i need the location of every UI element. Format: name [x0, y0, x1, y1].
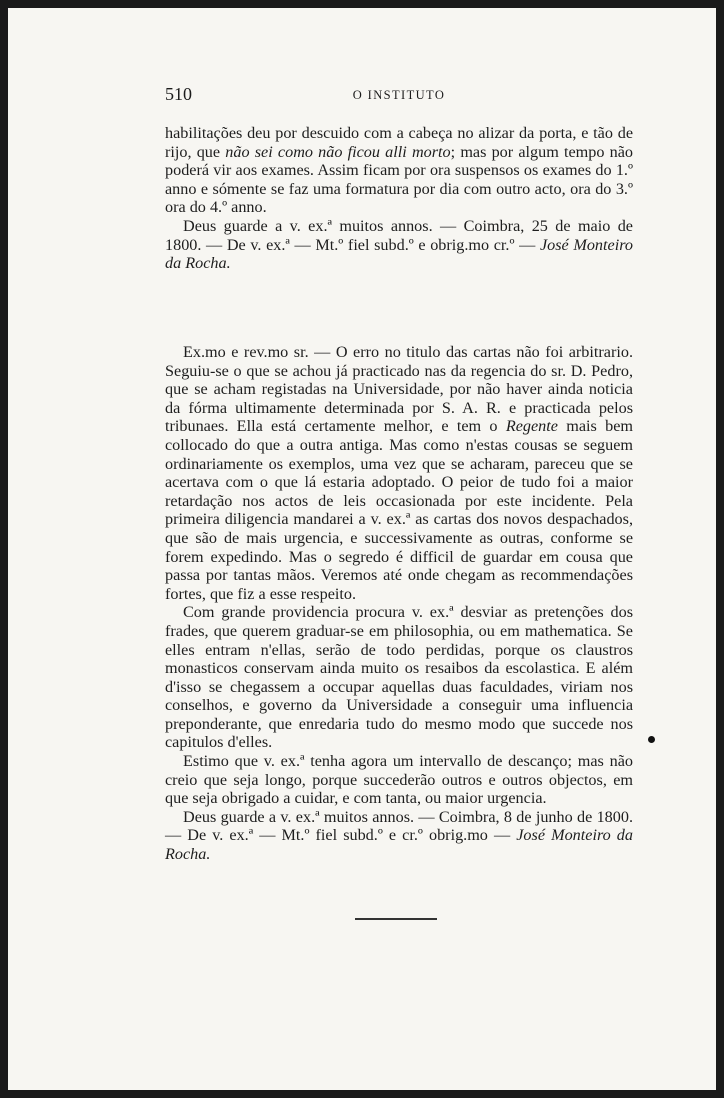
- page-number: 510: [165, 84, 192, 104]
- paragraph: [165, 343, 633, 603]
- paragraph: Com grande providencia procura v. ex.ª desviar as pretenções dos frades, que querem graduar-se em philosophia, ou em mathematica. Se elles entram n'ellas, serão de todo perdidas, porque os claustros monasticos conservam ainda muito os resaibos da escolastica. E além d'isso se chegassem a occupar aquellas duas faculdades, viriam nos conselhos, e governo da Universidade a conseguir uma influencia preponderante, que enredaria tudo do mesmo modo que succede nos capitulos d'elles.: [165, 603, 633, 752]
- text-run: ; mas por algum tempo não poderá vir aos exames. Assim ficam por ora suspensos os exames do 1.º anno e sómente se faz uma formatura por dia com outro acto, ora do 3.º ora do 4.º anno.: [165, 142, 634, 217]
- italic-word: Regente: [505, 417, 558, 436]
- letter-june: [165, 343, 633, 864]
- running-title: O INSTITUTO: [352, 88, 446, 102]
- closing-text: Deus guarde a v. ex.ª muitos annos. — Coimbra, 25 de maio de 1800. — De v. ex.ª — Mt.º fiel subd.º e obrig.mo cr.º —: [165, 216, 633, 254]
- ink-dot: [648, 736, 655, 743]
- paragraph: Estimo que v. ex.ª tenha agora um intervallo de descanço; mas não creio que seja longo, porque succederão outros e outros objectos, em que seja obrigado a cuidar, e com tanta, ou maior urgencia.: [165, 752, 633, 808]
- text-run: mais bem collocado do que a outra antiga. Mas como n'estas cousas se seguem ordinariamente os exemplos, uma vez que se acharam, pareceu que se acertava com o que lá estaria adoptado. O peior de tudo foi a maior retardação nos actos de leis occasionada por este incidente. Pela primeira diligencia mandarei a v. ex.ª as cartas dos novos despachados, que são de mais urgencia, e successivamente as outras, conforme se forem expedindo. Mas o segredo é difficil de guardar em cousa que passa por tantas mãos. Veremos até onde chegam as recommendações fortes, que fiz a esse respeito.: [165, 417, 633, 603]
- letter-may-continuation: [165, 124, 633, 273]
- letter-closing: [165, 808, 633, 864]
- italic-phrase: não sei como não ficou alli morto: [225, 142, 451, 161]
- signature: José Monteiro da Rocha.: [165, 826, 633, 864]
- section-divider: [355, 918, 437, 920]
- letter-closing: [165, 217, 633, 273]
- book-page: [8, 8, 716, 1090]
- page-header: [165, 84, 633, 106]
- text-run: habilitações deu por descuido com a cabeça no alizar da porta, e tão de rijo, que: [165, 124, 633, 161]
- text-run: Ex.mo e rev.mo sr. — O erro no titulo das cartas não foi arbitrario. Seguiu-se o que se achou já practicado nas da regencia do sr. D. Pedro, que se acham registadas na Universidade, por não haver ainda noticia da fórma ultimamente determinada por S. A. R. e practicada pelos tribunaes. Ella está certamente melhor, e tem o: [165, 343, 633, 436]
- paragraph: [165, 124, 633, 217]
- signature: José Monteiro da Rocha.: [165, 235, 633, 273]
- closing-text: Deus guarde a v. ex.ª muitos annos. — Coimbra, 8 de junho de 1800. — De v. ex.ª — Mt.º fiel subd.º e cr.º obrig.mo —: [165, 807, 633, 845]
